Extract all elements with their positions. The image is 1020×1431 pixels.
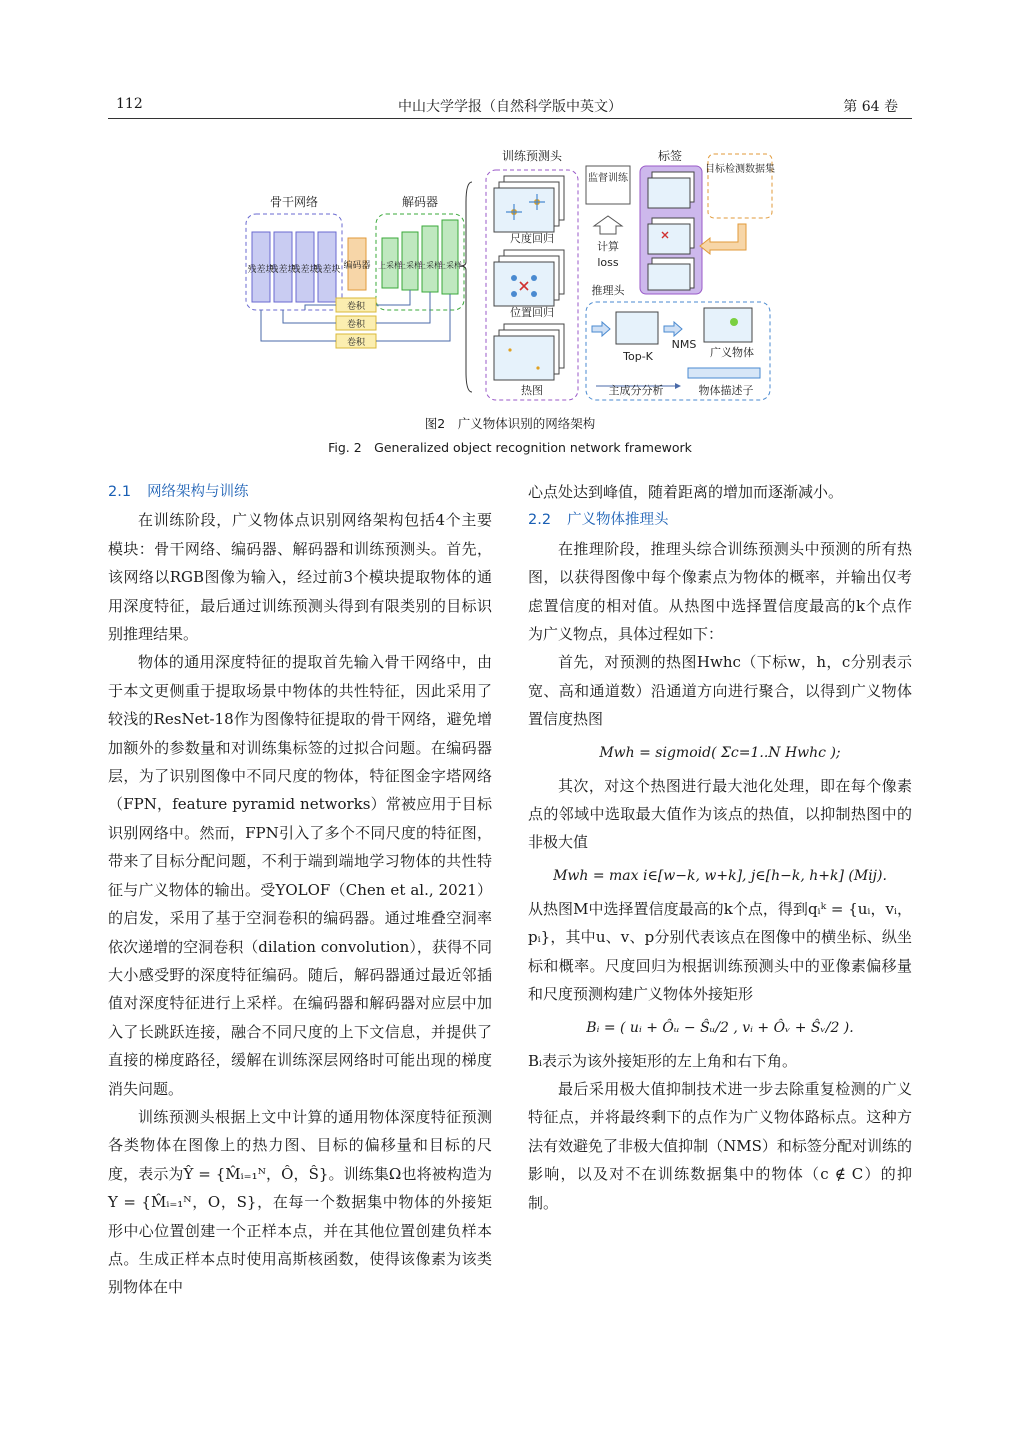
section-number: 2.1 [108,484,132,500]
encoder-label: 编码器 [343,261,371,271]
heatmap-label: 热图 [521,384,543,397]
upsample-3 [422,226,438,292]
heatmaps [494,324,564,380]
scale-regression-label: 尺度回归 [510,232,554,245]
upsample-label-3: 上采样 [418,261,442,270]
pca-label: 主成分分析 [608,384,664,397]
figure-caption-en: Fig. 2 Generalized object recognition network framework [328,440,692,455]
position-maps [494,250,564,306]
page-number: 112 [116,96,143,112]
generalized-object-label: 广义物体 [710,346,754,359]
residual-block-label-2: 残差块 [269,265,297,275]
descriptor-bar [688,368,760,378]
generalized-object-map [704,308,752,342]
residual-block-label-3: 残差块 [291,265,319,275]
topk-label: Top-K [623,350,653,363]
paragraph: Bᵢ表示为该外接矩形的左上角和右下角。 [528,1051,798,1070]
dataset-arrow [700,224,746,254]
decoder-title: 解码器 [401,195,439,209]
nms-label: NMS [671,338,697,351]
position-regression-label: 位置回归 [510,306,554,319]
upsample-label-4: 上采样 [438,261,462,270]
upsample-label-1: 上采样 [378,261,402,270]
brace [460,182,472,392]
conv-label-3: 卷积 [346,338,366,348]
conv-label-1: 卷积 [346,302,366,312]
section-title: 广义物体推理头 [567,512,669,529]
paragraph: 从热图M中选择置信度最高的k个点，得到qᵢᵏ = {uᵢ，vᵢ，pᵢ}，其中u、v、p分别代表该点在图像中的横坐标、纵坐标和概率。尺度回归为根据训练预测头中的亚像素偏移量和尺度预测构建广义物体外接矩形 [528,899,912,1004]
upsample-4 [442,220,458,294]
right-column [528,478,912,1217]
journal-title: 中山大学学报（自然科学版中英文） [398,99,622,115]
inference-head-title: 推理头 [591,284,625,297]
upsample-label-2: 上采样 [398,261,422,270]
figure-caption-cn: 图2 广义物体识别的网络架构 [424,416,596,431]
paragraph: 在推理阶段，推理头综合训练预测头中预测的所有热图，以获得图像中每个像素点为物体的概率，并输出仅考虑置信度的相对值。从热图中选择置信度最高的k个点作为广义物点，具体过程如下： [528,539,912,644]
paragraph: 首先，对预测的热图Hwhc（下标w，h，c分别表示宽、高和通道数）沿通道方向进行聚合，以得到广义物体置信度热图 [528,653,912,729]
backbone-title: 骨干网络 [269,195,319,209]
section-number: 2.2 [528,512,552,529]
left-column [108,478,492,1302]
scale-maps [494,176,564,232]
descriptor-label: 物体描述子 [698,384,754,397]
architecture-diagram [240,142,780,404]
supervised-training-box [586,166,630,204]
residual-block-label-1: 残差块 [247,265,275,275]
compute-loss-label-1: 计算 [597,240,619,253]
paragraph: 训练预测头根据上文中计算的通用物体深度特征预测各类物体在图像上的热力图、目标的偏移量和目标的尺度，表示为Ŷ = {M̂ᵢ₌₁ᴺ，Ô，Ŝ}。训练集Ω也将被构造为Y = {M̂ᵢ₌₁ᴺ，O，S}，在每一个数据集中物体的外接矩形中心位置创建一个正样本点，并在其他位置创建负样本点。生成正样本点时使用高斯核函数，使得该像素为该类别物体在中 [108,1107,492,1297]
compute-loss-label-2: loss [597,256,619,269]
residual-blocks [247,232,340,302]
supervised-training-label: 监督训练 [588,173,628,184]
labels-title: 标签 [657,149,683,163]
section-2-2-heading [528,506,912,534]
page-header [108,92,912,119]
loss-arrow [594,216,622,234]
paragraph: 其次，对这个热图进行最大池化处理，即在每个像素点的邻域中选取最大值作为该点的热值，以抑制热图中的非极大值 [528,776,912,852]
paragraph: 在训练阶段，广义物体点识别网络架构包括4个主要模块：骨干网络、编码器、解码器和训练预测头。首先，该网络以RGB图像为输入，经过前3个模块提取物体的通用深度特征，最后通过训练预测头得到有限类别的目标识别推理结果。 [108,511,492,644]
topk-map [616,312,658,344]
equation-1: Mwh = sigmoid( Σc=1..N Hwhc ); [599,744,841,761]
equation-2: Mwh = max i∈[w−k, w+k], j∈[h−k, h+k] (Mij). [553,867,887,884]
paragraph-continued: 心点处达到峰值，随着距离的增加而逐渐减小。 [528,483,844,501]
section-title: 网络架构与训练 [147,484,249,500]
volume-label: 第 64 卷 [843,99,898,115]
paragraph: 最后采用极大值抑制技术进一步去除重复检测的广义特征点，并将最终剩下的点作为广义物体路标点。这种方法有效避免了非极大值抑制（NMS）和标签分配对训练的影响，以及对不在训练数据集中的物体（c ∉ C）的抑制。 [528,1079,912,1212]
paragraph: 物体的通用深度特征的提取首先输入骨干网络中，由于本文更侧重于提取场景中物体的共性特征，因此采用了较浅的ResNet-18作为图像特征提取的骨干网络，避免增加额外的参数量和对训练集标签的过拟合问题。在编码器层，为了识别图像中不同尺度的物体，特征图金字塔网络（FPN，feature pyramid networks）常被应用于目标识别网络中。然而，FPN引入了多个不同尺度的特征图，带来了目标分配问题，不利于端到端地学习物体的共性特征与广义物体的输出。受YOLOF（Chen et al., 2021）的启发，采用了基于空洞卷积的编码器。通过堆叠空洞率依次递增的空洞卷积（dilation convolution），获得不同大小感受野的深度特征编码。随后，解码器通过最近邻插值对深度特征进行上采样。在编码器和解码器对应层中加入了长跳跃连接，融合不同尺度的上下文信息，并提供了直接的梯度路径，缓解在训练深层网络时可能出现的梯度消失问题。 [108,653,492,1098]
train-head-title: 训练预测头 [501,149,563,163]
dataset-label: 目标检测数据集 [705,164,775,175]
residual-block-label-4: 残差块 [313,265,341,275]
network-architecture-figure [240,142,780,404]
section-2-1-heading [108,478,492,506]
equation-3: Bᵢ = ( uᵢ + Ôᵤ − Ŝᵤ/2 , vᵢ + Ôᵥ + Ŝᵥ/2 ). [586,1019,854,1036]
conv-label-2: 卷积 [346,320,366,330]
